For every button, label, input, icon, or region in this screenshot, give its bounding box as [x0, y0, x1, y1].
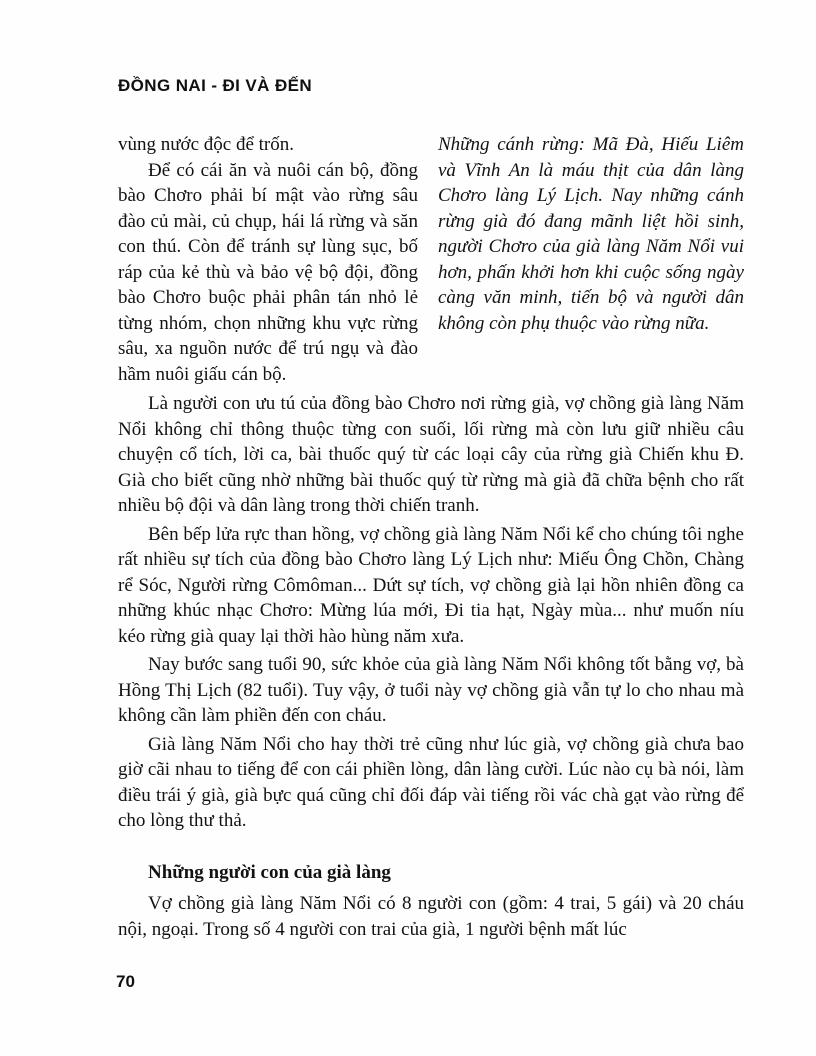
running-header: ĐỒNG NAI - ĐI VÀ ĐẾN — [118, 76, 313, 95]
left-column-paragraph: Để có cái ăn và nuôi cán bộ, đồng bào Chơro phải bí mật vào rừng sâu đào củ mài, củ chụp, hái lá rừng và săn con thú. Còn để tránh sự lùng sục, bố ráp của kẻ thù và bảo vệ bộ đội, đồng bào Chơro buộc phải phân tán nhỏ lẻ từng nhóm, chọn những khu vực rừng sâu, xa nguồn nước để trú ngụ và đào hầm nuôi giấu cán bộ. — [118, 159, 418, 385]
body-paragraph: Bên bếp lửa rực than hồng, vợ chồng già làng Năm Nổi kể cho chúng tôi nghe rất nhiều sự tích của đồng bào Chơro làng Lý Lịch như: Miếu Ông Chồn, Chàng rể Sóc, Người rừng Cômôman... Dứt sự tích, vợ chồng già lại hồn nhiên đồng ca những khúc nhạc Chơro: Mừng lúa mới, Đi tia hạt, Ngày mùa... như muốn níu kéo rừng già quay lại thời hào hùng năm xưa. — [118, 523, 744, 647]
body-paragraph: Già làng Năm Nổi cho hay thời trẻ cũng như lúc già, vợ chồng già chưa bao giờ cãi nhau to tiếng để con cái phiền lòng, dân làng cười. Lúc nào cụ bà nói, làm điều trái ý già, già bực quá cũng chỉ đối đáp vài tiếng rồi vác chà gạt vào rừng để cho lòng thư thả. — [118, 733, 744, 831]
body-paragraph: Là người con ưu tú của đồng bào Chơro nơi rừng già, vợ chồng già làng Năm Nổi không chỉ thông thuộc từng con suối, lối rừng mà còn lưu giữ nhiều câu chuyện cổ tích, lời ca, bài thuốc quý từ các loại cây của rừng già Chiến khu Đ. Già cho biết cũng nhờ những bài thuốc quý từ rừng mà già đã chữa bệnh cho rất nhiều bộ đội và dân làng trong thời chiến tranh. — [118, 393, 744, 516]
body-paragraph: Vợ chồng già làng Năm Nổi có 8 người con (gồm: 4 trai, 5 gái) và 20 cháu nội, ngoại. Trong số 4 người con trai của già, 1 người bệnh mất lúc — [118, 893, 744, 940]
page-number: 70 — [116, 972, 135, 991]
section-heading: Những người con của già làng — [148, 861, 391, 883]
intro-right-column-quote — [438, 132, 744, 387]
left-column-paragraph-continuation: vùng nước độc để trốn. — [118, 134, 295, 155]
body-paragraph: Nay bước sang tuổi 90, sức khỏe của già làng Năm Nổi không tốt bằng vợ, bà Hồng Thị Lịch (82 tuổi). Tuy vậy, ở tuổi này vợ chồng già vẫn tự lo cho nhau mà không cần làm phiền đến con cháu. — [118, 654, 744, 726]
sidebar-quote-text: Những cánh rừng: Mã Đà, Hiếu Liêm và Vĩnh An là máu thịt của dân làng Chơro làng Lý Lịch. Nay những cánh rừng già đó đang mãnh liệt hồi sinh, người Chơro của già làng Năm Nổi vui hơn, phấn khởi hơn khi cuộc sống ngày càng văn minh, tiến bộ và người dân không còn phụ thuộc vào rừng nữa. — [438, 134, 744, 334]
intro-two-column-section — [118, 132, 744, 387]
body-text-section — [118, 391, 744, 942]
intro-left-column — [118, 132, 418, 387]
